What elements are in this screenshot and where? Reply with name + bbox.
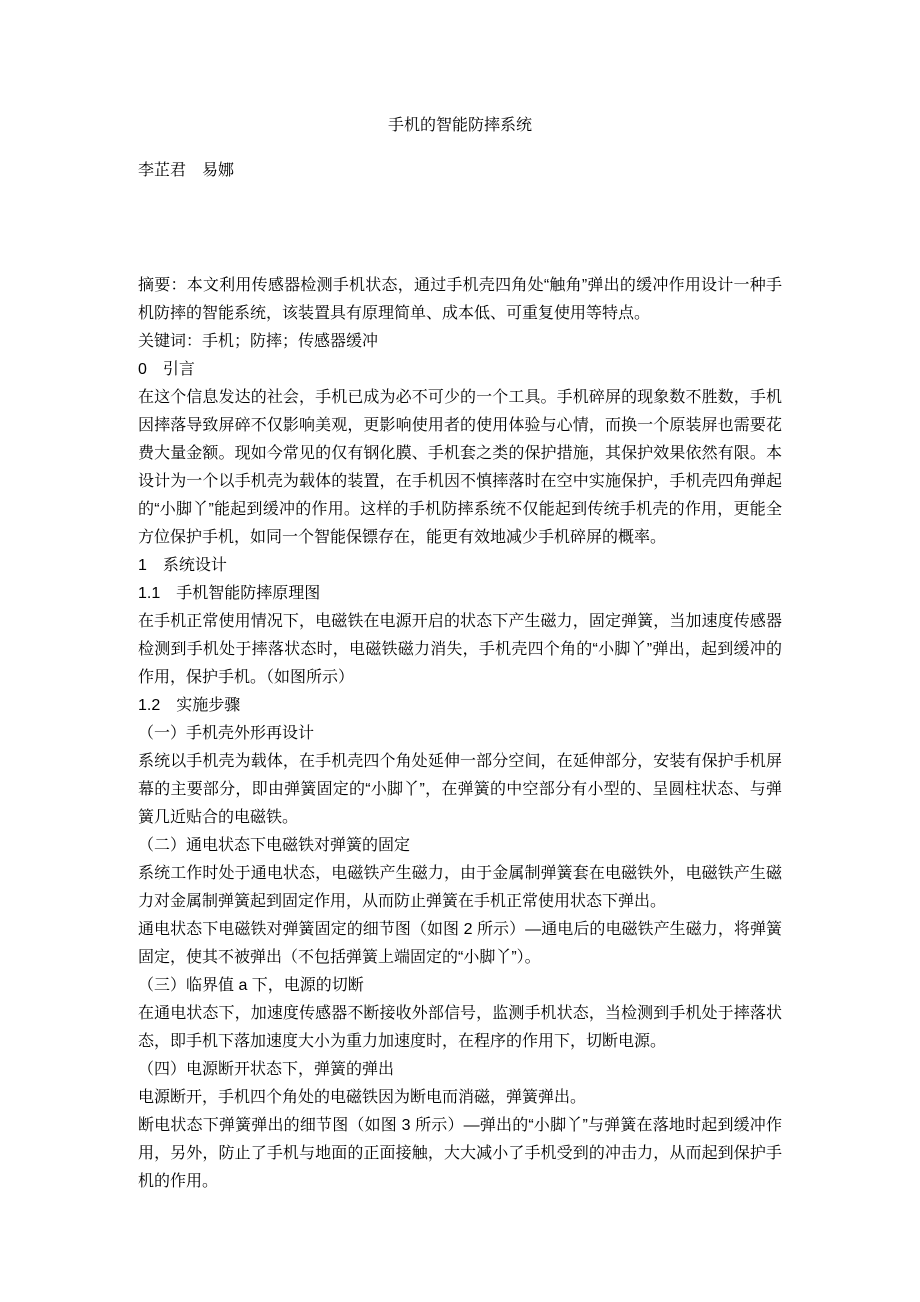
paragraph-step-two-detail: 通电状态下电磁铁对弹簧固定的细节图（如图 2 所示）—通电后的电磁铁产生磁力，将弹簧固定，使其不被弹出（不包括弹簧上端固定的“小脚丫”）。 xyxy=(138,921,782,966)
paragraph-step-four-detail: 断电状态下弹簧弹出的细节图（如图 3 所示）—弹出的“小脚丫”与弹簧在落地时起到缓冲作用，另外，防止了手机与地面的正面接触，大大减小了手机受到的冲击力，从而起到保护手机的作用。 xyxy=(138,1117,782,1190)
paragraph-introduction: 在这个信息发达的社会，手机已成为必不可少的一个工具。手机碎屏的现象数不胜数，手机因摔落导致屏碎不仅影响美观，更影响使用者的使用体验与心情，而换一个原装屏也需要花费大量金额。现如今常见的仅有钢化膜、手机套之类的保护措施，其保护效果依然有限。本设计为一个以手机壳为载体的装置，在手机因不慎摔落时在空中实施保护，手机壳四角弹起的“小脚丫”能起到缓冲的作用。这样的手机防摔系统不仅能起到传统手机壳的作用，更能全方位保护手机，如同一个智能保镖存在，能更有效地减少手机碎屏的概率。 xyxy=(138,389,782,546)
paragraph-abstract: 摘要：本文利用传感器检测手机状态，通过手机壳四角处“触角”弹出的缓冲作用设计一种手机防摔的智能系统，该装置具有原理简单、成本低、可重复使用等特点。 xyxy=(138,277,782,322)
heading-introduction: 0 引言 xyxy=(138,361,195,378)
paragraph-step-one: 系统以手机壳为载体，在手机壳四个角处延伸一部分空间，在延伸部分，安装有保护手机屏幕的主要部分，即由弹簧固定的“小脚丫”，在弹簧的中空部分有小型的、呈圆柱状态、与弹簧几近贴合的电磁铁。 xyxy=(138,753,782,826)
heading-principle-diagram: 1.1 手机智能防摔原理图 xyxy=(138,585,321,602)
document-title: 手机的智能防摔系统 xyxy=(387,117,532,134)
heading-system-design: 1 系统设计 xyxy=(138,557,227,574)
paragraph-step-four: 电源断开，手机四个角处的电磁铁因为断电而消磁，弹簧弹出。 xyxy=(138,1089,587,1106)
paragraph-principle: 在手机正常使用情况下，电磁铁在电源开启的状态下产生磁力，固定弹簧，当加速度传感器检测到手机处于摔落状态时，电磁铁磁力消失，手机壳四个角的“小脚丫”弹出，起到缓冲的作用，保护手机。（如图所示） xyxy=(138,613,782,686)
heading-step-one: （一）手机壳外形再设计 xyxy=(138,725,315,742)
document-body xyxy=(138,272,782,1196)
heading-implementation: 1.2 实施步骤 xyxy=(138,697,241,714)
heading-step-three: （三）临界值 a 下，电源的切断 xyxy=(138,977,364,994)
document-content xyxy=(138,112,782,1196)
document-authors: 李芷君 易娜 xyxy=(138,162,235,179)
paragraph-step-two: 系统工作时处于通电状态，电磁铁产生磁力，由于金属制弹簧套在电磁铁外，电磁铁产生磁力对金属制弹簧起到固定作用，从而防止弹簧在手机正常使用状态下弹出。 xyxy=(138,865,782,910)
heading-step-four: （四）电源断开状态下，弹簧的弹出 xyxy=(138,1061,395,1078)
paragraph-keywords: 关键词：手机；防摔；传感器缓冲 xyxy=(138,333,379,350)
heading-step-two: （二）通电状态下电磁铁对弹簧的固定 xyxy=(138,837,411,854)
paragraph-step-three: 在通电状态下，加速度传感器不断接收外部信号，监测手机状态，当检测到手机处于摔落状态，即手机下落加速度大小为重力加速度时，在程序的作用下，切断电源。 xyxy=(138,1005,782,1050)
